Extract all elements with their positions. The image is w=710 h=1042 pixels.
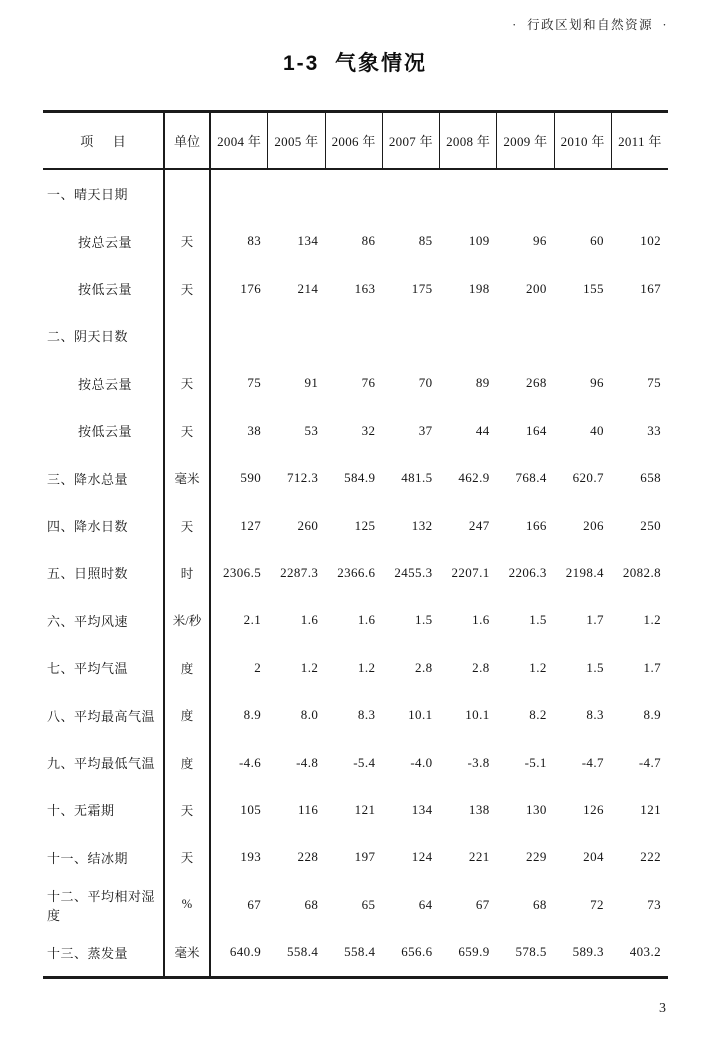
cell-value: 658: [640, 470, 661, 486]
page-title: 1-3 气象情况: [282, 52, 428, 75]
row-label: 按总云量: [43, 217, 165, 264]
cell-value: 2: [254, 659, 262, 675]
cell-value: [211, 312, 268, 359]
table-row: [43, 691, 668, 738]
cell-value: 193: [240, 849, 262, 865]
cell-value: 2366.6: [337, 564, 376, 580]
cell-value: 10.1: [408, 707, 433, 723]
cell-value: 44: [475, 422, 490, 438]
row-label: 三、降水总量: [43, 454, 165, 501]
cell-value: 1.2: [529, 659, 547, 675]
cell-value: 121: [640, 801, 661, 817]
cell-value: 584.9: [344, 470, 376, 486]
cell-value: 164: [526, 422, 547, 438]
cell-value: [497, 170, 554, 217]
row-label: 十三、蒸发量: [43, 929, 165, 976]
row-unit: 度: [165, 644, 211, 691]
cell-value: 1.5: [415, 612, 433, 628]
cell-value: 65: [361, 896, 376, 912]
cell-value: 2206.3: [508, 564, 547, 580]
cell-value: [325, 312, 382, 359]
column-header-year-2006: 2006 年: [326, 113, 383, 168]
cell-value: 134: [297, 233, 319, 249]
cell-value: 32: [361, 422, 376, 438]
table-row: [43, 549, 668, 596]
row-label: 十一、结冰期: [43, 834, 165, 881]
table-row: [43, 502, 668, 549]
cell-value: [211, 170, 268, 217]
cell-value: 10.1: [465, 707, 490, 723]
cell-value: 260: [297, 517, 319, 533]
column-header-year-2008: 2008 年: [440, 113, 497, 168]
cell-value: 167: [640, 280, 661, 296]
row-label: 按低云量: [43, 265, 165, 312]
cell-value: [268, 312, 325, 359]
cell-value: 268: [526, 375, 547, 391]
cell-value: 83: [247, 233, 262, 249]
cell-value: 206: [583, 517, 604, 533]
table-row: [43, 834, 668, 881]
cell-value: -4.7: [581, 754, 604, 770]
row-label: 九、平均最低气温: [43, 739, 165, 786]
cell-value: 462.9: [458, 470, 490, 486]
table-header-row: [43, 113, 668, 170]
cell-value: 33: [647, 422, 661, 438]
cell-value: 2.8: [415, 659, 433, 675]
cell-value: 53: [304, 422, 319, 438]
cell-value: 8.3: [357, 707, 376, 723]
cell-value: 229: [526, 849, 547, 865]
cell-value: 2455.3: [394, 564, 433, 580]
cell-value: [554, 170, 611, 217]
cell-value: [611, 170, 668, 217]
cell-value: 76: [361, 375, 376, 391]
cell-value: 656.6: [401, 944, 433, 960]
cell-value: 2.8: [472, 659, 490, 675]
cell-value: 2082.8: [622, 564, 661, 580]
cell-value: 589.3: [572, 944, 604, 960]
cell-value: 163: [354, 280, 376, 296]
cell-value: 2306.5: [222, 564, 262, 580]
cell-value: 1.6: [357, 612, 376, 628]
cell-value: 221: [468, 849, 490, 865]
cell-value: 1.6: [472, 612, 490, 628]
cell-value: 712.3: [287, 470, 319, 486]
cell-value: 197: [354, 849, 376, 865]
column-header-year-2011: 2011 年: [618, 134, 662, 149]
row-unit: %: [165, 881, 211, 928]
cell-value: 200: [526, 280, 547, 296]
cell-value: 38: [247, 422, 262, 438]
column-header-item: 项 目: [43, 113, 165, 168]
cell-value: 1.7: [643, 659, 661, 675]
cell-value: 204: [583, 849, 604, 865]
row-unit: 毫米: [165, 454, 211, 501]
cell-value: 89: [475, 375, 490, 391]
table-row: [43, 597, 668, 644]
cell-value: 121: [354, 801, 376, 817]
cell-value: [382, 170, 439, 217]
cell-value: 1.2: [300, 659, 319, 675]
table-row: [43, 786, 668, 833]
cell-value: 40: [590, 422, 604, 438]
table-row: [43, 407, 668, 454]
cell-value: -5.1: [524, 754, 547, 770]
cell-value: 1.5: [529, 612, 547, 628]
cell-value: 590: [240, 470, 262, 486]
cell-value: -4.7: [638, 754, 661, 770]
cell-value: 132: [411, 517, 433, 533]
cell-value: 558.4: [344, 944, 376, 960]
row-label: 一、晴天日期: [43, 170, 165, 217]
column-header-unit: 单位: [165, 113, 211, 168]
row-unit: 天: [165, 217, 211, 264]
cell-value: 134: [411, 801, 433, 817]
cell-value: 2.1: [243, 612, 262, 628]
cell-value: 86: [361, 233, 376, 249]
cell-value: 578.5: [515, 944, 547, 960]
cell-value: 125: [354, 517, 376, 533]
cell-value: 175: [411, 280, 433, 296]
cell-value: 222: [640, 849, 661, 865]
row-unit: 米/秒: [165, 597, 211, 644]
table-row: [43, 739, 668, 786]
cell-value: 73: [647, 896, 661, 912]
row-unit: 天: [165, 265, 211, 312]
cell-value: 70: [418, 375, 433, 391]
cell-value: 214: [297, 280, 319, 296]
weather-table: [43, 110, 668, 979]
cell-value: 8.3: [586, 707, 604, 723]
cell-value: 126: [583, 801, 604, 817]
cell-value: 620.7: [572, 470, 604, 486]
cell-value: 8.9: [243, 707, 262, 723]
row-label: 十二、平均相对湿度: [43, 881, 165, 928]
cell-value: [440, 170, 497, 217]
cell-value: 68: [304, 896, 319, 912]
row-unit: 度: [165, 691, 211, 738]
row-label: 十、无霜期: [43, 786, 165, 833]
cell-value: 166: [526, 517, 547, 533]
cell-value: [554, 312, 611, 359]
cell-value: 72: [590, 896, 604, 912]
cell-value: 8.9: [643, 707, 661, 723]
table-row: [43, 170, 668, 217]
cell-value: 1.7: [586, 612, 604, 628]
column-header-year-2010: 2010 年: [555, 113, 612, 168]
cell-value: -5.4: [353, 754, 376, 770]
cell-value: 60: [590, 233, 604, 249]
row-unit: 时: [165, 549, 211, 596]
cell-value: 403.2: [629, 944, 661, 960]
row-label: 二、阴天日数: [43, 312, 165, 359]
cell-value: 67: [475, 896, 490, 912]
row-unit: [165, 312, 211, 359]
cell-value: 109: [468, 233, 490, 249]
table-body: [43, 170, 668, 976]
cell-value: 1.5: [586, 659, 604, 675]
cell-value: 247: [468, 517, 490, 533]
cell-value: 2198.4: [565, 564, 604, 580]
cell-value: 85: [418, 233, 433, 249]
row-label: 四、降水日数: [43, 502, 165, 549]
table-row: [43, 881, 668, 928]
row-unit: 天: [165, 360, 211, 407]
cell-value: 176: [240, 280, 262, 296]
cell-value: 96: [532, 233, 547, 249]
cell-value: 2287.3: [280, 564, 319, 580]
cell-value: [382, 312, 439, 359]
table-row: [43, 217, 668, 264]
cell-value: 67: [247, 896, 262, 912]
cell-value: 91: [304, 375, 319, 391]
cell-value: -4.8: [296, 754, 319, 770]
cell-value: 105: [240, 801, 262, 817]
cell-value: 659.9: [458, 944, 490, 960]
cell-value: 1.2: [357, 659, 376, 675]
cell-value: 481.5: [401, 470, 433, 486]
row-label: 按总云量: [43, 360, 165, 407]
cell-value: 250: [640, 517, 661, 533]
cell-value: 8.2: [529, 707, 547, 723]
row-unit: 天: [165, 786, 211, 833]
row-label: 五、日照时数: [43, 549, 165, 596]
table-row: [43, 312, 668, 359]
column-header-year-2004: 2004 年: [211, 113, 268, 168]
cell-value: [325, 170, 382, 217]
cell-value: 8.0: [300, 707, 319, 723]
cell-value: [268, 170, 325, 217]
cell-value: 2207.1: [451, 564, 490, 580]
cell-value: 64: [418, 896, 433, 912]
table-row: [43, 265, 668, 312]
cell-value: 127: [240, 517, 262, 533]
cell-value: 37: [418, 422, 433, 438]
cell-value: 96: [590, 375, 604, 391]
row-unit: 天: [165, 834, 211, 881]
column-header-year-2009: 2009 年: [497, 113, 554, 168]
cell-value: 1.2: [643, 612, 661, 628]
row-label: 八、平均最高气温: [43, 691, 165, 738]
row-label: 七、平均气温: [43, 644, 165, 691]
row-label: 六、平均风速: [43, 597, 165, 644]
section-header: · 行政区划和自然资源 ·: [512, 18, 668, 32]
cell-value: 138: [468, 801, 490, 817]
table-row: [43, 929, 668, 976]
cell-value: 228: [297, 849, 319, 865]
cell-value: 68: [532, 896, 547, 912]
row-unit: [165, 170, 211, 217]
row-label: 按低云量: [43, 407, 165, 454]
cell-value: 75: [247, 375, 262, 391]
cell-value: [440, 312, 497, 359]
column-header-year-2005: 2005 年: [268, 113, 325, 168]
row-unit: 天: [165, 407, 211, 454]
row-unit: 天: [165, 502, 211, 549]
cell-value: 116: [298, 801, 319, 817]
cell-value: 1.6: [300, 612, 319, 628]
table-row: [43, 454, 668, 501]
cell-value: 102: [640, 233, 661, 249]
row-unit: 度: [165, 739, 211, 786]
cell-value: -3.8: [467, 754, 490, 770]
table-row: [43, 360, 668, 407]
cell-value: 768.4: [515, 470, 547, 486]
cell-value: 124: [411, 849, 433, 865]
cell-value: -4.6: [238, 754, 262, 770]
column-header-year-2007: 2007 年: [383, 113, 440, 168]
cell-value: 155: [583, 280, 604, 296]
cell-value: 558.4: [287, 944, 319, 960]
cell-value: [497, 312, 554, 359]
cell-value: [611, 312, 668, 359]
cell-value: 75: [647, 375, 661, 391]
table-row: [43, 644, 668, 691]
cell-value: -4.0: [410, 754, 433, 770]
cell-value: 130: [526, 801, 547, 817]
cell-value: 198: [468, 280, 490, 296]
row-unit: 毫米: [165, 929, 211, 976]
page-number: 3: [659, 1001, 666, 1016]
cell-value: 640.9: [229, 944, 262, 960]
